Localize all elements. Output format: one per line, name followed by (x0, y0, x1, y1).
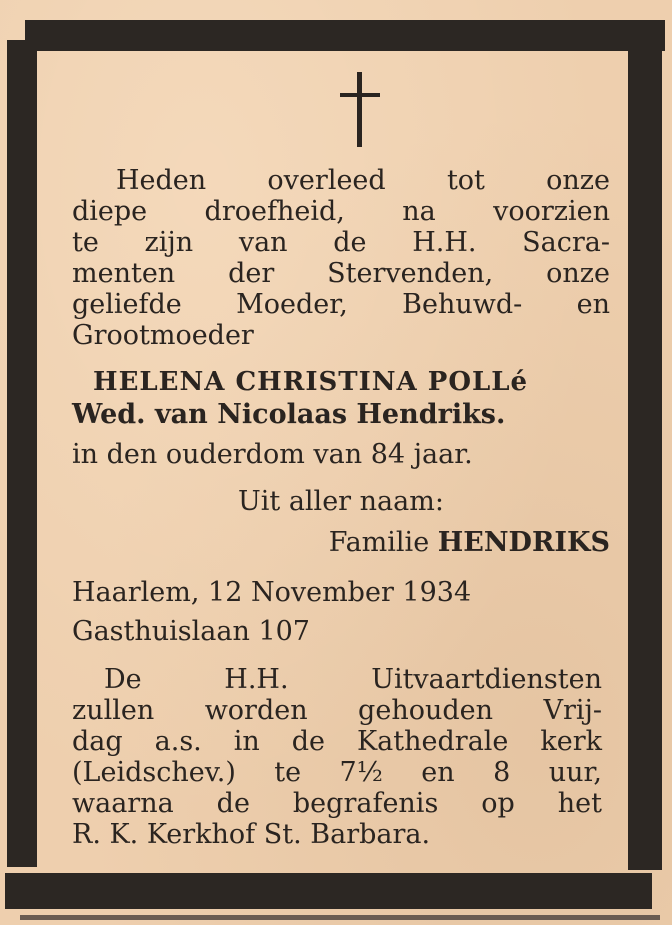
intro-line-1: Heden overleed tot onze (116, 165, 610, 196)
service-line-4: (Leidschev.) te 7½ en 8 uur, (72, 757, 602, 788)
frame-bottom-border (5, 873, 652, 909)
intro-line-3: te zijn van de H.H. Sacra- (72, 227, 610, 258)
service-line-5: waarna de begrafenis op het (72, 788, 602, 819)
intro-line-4: menten der Stervenden, onze (72, 258, 610, 289)
address: Gasthuislaan 107 (72, 616, 310, 647)
service-line-2: zullen worden gehouden Vrij- (72, 695, 602, 726)
family-signature (72, 527, 610, 558)
intro-line-6: Grootmoeder (72, 320, 254, 351)
family-prefix: Familie (328, 527, 430, 558)
intro-line-2: diepe droefheid, na voorzien (72, 196, 610, 227)
intro-line-5: geliefde Moeder, Behuwd- en (72, 289, 610, 320)
age-line: in den ouderdom van 84 jaar. (72, 439, 473, 470)
service-line-3: dag a.s. in de Kathedrale kerk (72, 726, 602, 757)
deceased-name: HELENA CHRISTINA POLLé (93, 367, 529, 397)
service-line-6: R. K. Kerkhof St. Barbara. (72, 819, 431, 850)
frame-right-border (628, 48, 662, 870)
frame-left-border (7, 40, 37, 867)
place-date: Haarlem, 12 November 1934 (72, 577, 472, 608)
frame-bottom-rule (20, 915, 660, 920)
on-behalf-line: Uit aller naam: (238, 486, 444, 517)
family-name: HENDRIKS (437, 527, 610, 558)
frame-top-border (25, 20, 665, 51)
service-line-1: De H.H. Uitvaartdiensten (104, 664, 602, 695)
cross-icon (340, 72, 380, 147)
widow-line: Wed. van Nicolaas Hendriks. (72, 399, 506, 430)
